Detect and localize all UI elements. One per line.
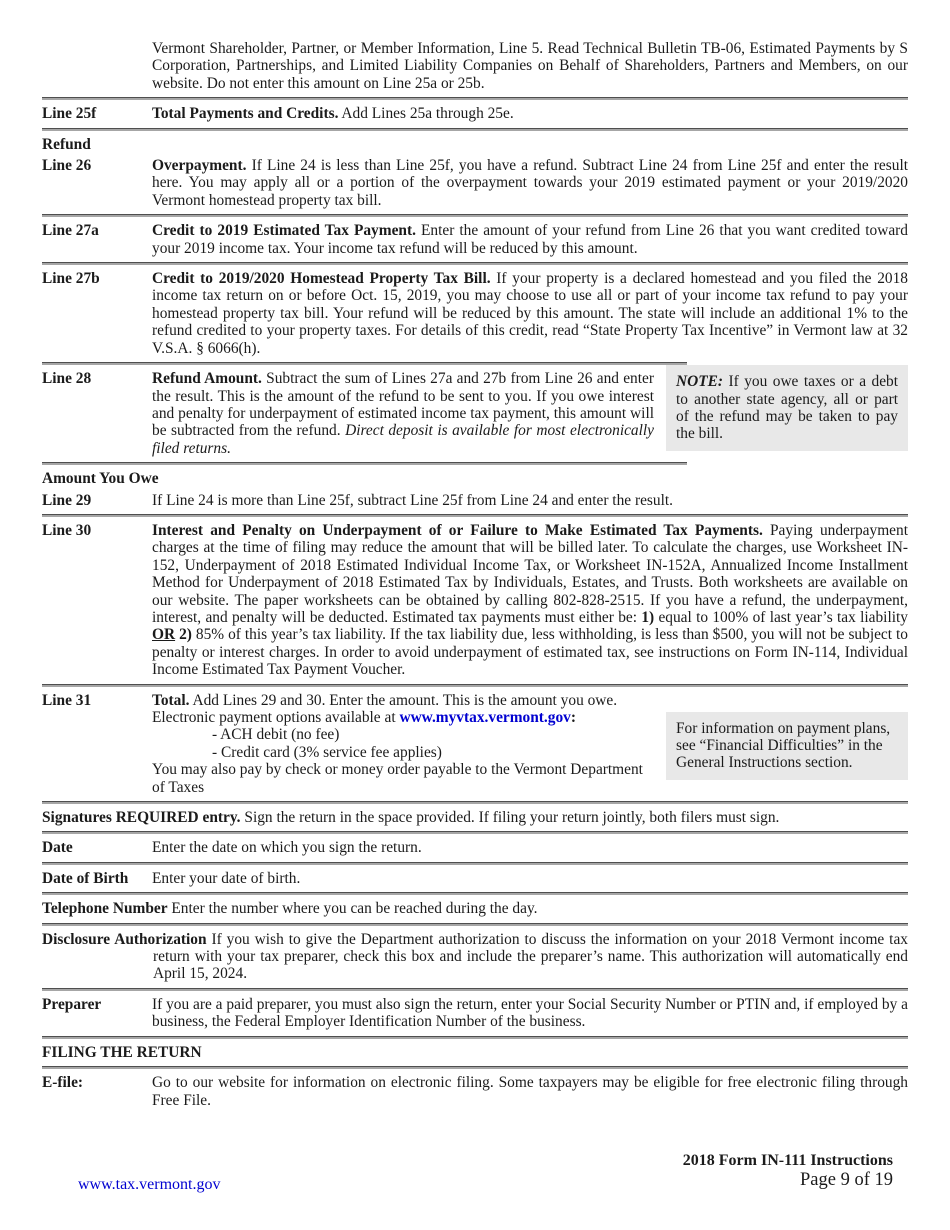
line-31-bullet-credit-card: - Credit card (3% service fee applies) xyxy=(212,743,442,761)
line-31-total-body: Add Lines 29 and 30. Enter the amount. This is the amount you owe. xyxy=(189,691,618,709)
preparer-label: Preparer xyxy=(42,995,102,1013)
line-27b-lead: Credit to 2019/2020 Homestead Property Tax Bill. xyxy=(152,270,491,288)
row-line-25f xyxy=(42,105,908,122)
divider xyxy=(42,923,908,926)
line-30-body-1: Paying underpayment charges at the time of filing may reduce the amount that will be billed later. To calculate the charges, use Worksheet IN-152, Underpayment of 2018 Estimated Individual Income Tax, or Worksheet IN-152A, Annualized Income Installment Method for Underpayment of 2018 Estimated Tax by Individuals, Estates, and Trusts. Both worksheets are available on our website. The paper worksheets can be obtained by calling 802-828-2515. If you have a refund, the underpayment, interest, and penalty will be deducted. Estimated tax payments must either be: xyxy=(152,521,908,626)
section-header-refund: Refund xyxy=(42,135,91,153)
row-line-29 xyxy=(42,492,908,509)
line-25f-lead: Total Payments and Credits. xyxy=(152,105,339,123)
line-31-check-line: You may also pay by check or money order payable to the Vermont Department of Taxes xyxy=(152,761,643,796)
efile-body: Go to our website for information on electronic filing. Some taxpayers may be eligible for free electronic filing through Free File. xyxy=(152,1074,908,1109)
divider xyxy=(42,128,908,131)
row-line-26 xyxy=(42,157,908,209)
line-27a-label: Line 27a xyxy=(42,222,99,240)
row-line-31 xyxy=(42,692,908,796)
section-header-amount-you-owe: Amount You Owe xyxy=(42,470,159,488)
line-30-label: Line 30 xyxy=(42,521,92,539)
row-date xyxy=(42,839,908,856)
line-28-body: Subtract the sum of Lines 27a and 27b from Line 26 and enter the result. This is the amount of the refund to be sent to you. If you owe interest and penalty for underpayment of estimated income tax payment, this amount will be subtracted from the refund. xyxy=(152,370,654,440)
date-of-birth-label: Date of Birth xyxy=(42,869,129,887)
divider xyxy=(42,988,908,991)
row-preparer xyxy=(42,996,908,1031)
line-26-body: If Line 24 is less than Line 25f, you have a refund. Subtract Line 24 from Line 25f and enter the result here. You may apply all or a portion of the overpayment towards your 2019 estimated payment or your 2019/2020 Vermont homestead property tax bill. xyxy=(152,157,908,209)
divider xyxy=(42,892,908,895)
line-26-text xyxy=(152,157,908,209)
line-31-electronic-line xyxy=(152,709,654,726)
line-26-lead: Overpayment. xyxy=(152,157,247,175)
signatures-label: Signatures REQUIRED entry. xyxy=(42,809,241,827)
divider xyxy=(42,214,908,217)
row-line-30 xyxy=(42,522,908,679)
disclosure-authorization-label: Disclosure Authorization xyxy=(42,930,207,948)
line-28-text xyxy=(152,370,654,457)
row-disclosure-authorization xyxy=(42,931,908,983)
line-30-text xyxy=(152,522,908,679)
payment-plans-box: For information on payment plans, see “Financial Difficulties” in the General Instructions section. xyxy=(666,712,908,780)
tax-vermont-gov-link[interactable]: www.tax.vermont.gov xyxy=(78,1176,221,1193)
disclosure-authorization-body: If you wish to give the Department authorization to discuss the information on your 2018 Vermont income tax return with your tax preparer, check this box and include the preparer’s name. This authorization will automatically end April 15, 2024. xyxy=(153,930,908,983)
footer-doc-title: 2018 Form IN-111 Instructions xyxy=(682,1152,893,1169)
telephone-body: Enter the number where you can be reached during the day. xyxy=(167,900,538,918)
line-27b-body: If your property is a declared homestead and you filed the 2018 income tax return on or before Oct. 15, 2019, you may choose to use all or part of your income tax refund to pay your homestead property tax bill. Your refund will be reduced by this amount. The state will include an additional 1% to the refund credited to your property taxes. For details of this credit, read “State Property Tax Incentive” in Vermont law at 32 V.S.A. § 6066(h). xyxy=(152,270,908,357)
date-of-birth-body: Enter your date of birth. xyxy=(152,869,301,887)
line-29-label: Line 29 xyxy=(42,491,92,509)
line-30-lead: Interest and Penalty on Underpayment of or Failure to Make Estimated Tax Payments. xyxy=(152,521,763,539)
intro-row xyxy=(42,40,908,92)
line-25f-label: Line 25f xyxy=(42,105,97,123)
line-27a-text xyxy=(152,222,908,257)
line-28-italic-note: Direct deposit is available for most electronically filed returns. xyxy=(152,422,655,457)
line-27a-body: Enter the amount of your refund from Line 26 that you want credited toward your 2019 income tax. Your income tax refund will be reduced by this amount. xyxy=(152,222,908,257)
efile-label: E-file: xyxy=(42,1074,84,1092)
date-body: Enter the date on which you sign the return. xyxy=(152,839,422,857)
line-31-bullet-ach: - ACH debit (no fee) xyxy=(212,726,340,744)
line-25f-text xyxy=(152,105,908,122)
divider xyxy=(42,97,908,100)
line-27b-label: Line 27b xyxy=(42,270,100,288)
divider xyxy=(42,1066,908,1069)
line-28-lead: Refund Amount. xyxy=(152,370,262,388)
note-box xyxy=(666,365,908,451)
signatures-body: Sign the return in the space provided. If filing your return jointly, both filers must sign. xyxy=(240,809,780,827)
empty-label-column xyxy=(42,40,152,92)
line-28-label: Line 28 xyxy=(42,370,92,388)
line-31-text xyxy=(152,692,654,796)
line-29-body: If Line 24 is more than Line 25f, subtract Line 25f from Line 24 and enter the result. xyxy=(152,491,673,509)
line-31-electronic-prefix: Electronic payment options available at xyxy=(152,709,400,726)
divider xyxy=(42,801,908,804)
divider xyxy=(42,262,908,265)
divider xyxy=(42,831,908,834)
line-31-label: Line 31 xyxy=(42,691,92,709)
myvtax-link[interactable]: www.myvtax.vermont.gov xyxy=(399,709,571,726)
line-30-bold-1: 1) xyxy=(641,608,655,626)
line-30-bold-2: 2) xyxy=(175,626,192,644)
divider xyxy=(42,514,908,517)
row-line-28 xyxy=(42,370,908,457)
line-30-body-3: 85% of this year’s tax liability. If the tax liability due, less withholding, is less than $500, you will not be subject to penalty or interest charges. In order to avoid underpayment of estimated tax, see instructions on Form IN-114, Individual Income Estimated Tax Payment Voucher. xyxy=(152,626,908,679)
note-box-text: If you owe taxes or a debt to another state agency, all or part of the refund may be taken to pay the bill. xyxy=(676,373,898,443)
row-signatures xyxy=(42,809,908,826)
divider-short xyxy=(42,462,687,465)
divider xyxy=(42,862,908,865)
date-label: Date xyxy=(42,839,73,857)
line-25f-body: Add Lines 25a through 25e. xyxy=(338,105,514,123)
line-30-or-word: OR xyxy=(152,626,176,644)
row-date-of-birth xyxy=(42,870,908,887)
line-31-electronic-colon: : xyxy=(570,709,577,726)
divider-short xyxy=(42,362,687,365)
line-30-body-2: equal to 100% of last year’s tax liability xyxy=(654,608,908,626)
row-line-27b xyxy=(42,270,908,357)
row-line-27a xyxy=(42,222,908,257)
telephone-label: Telephone Number xyxy=(42,900,168,918)
row-telephone xyxy=(42,900,908,917)
line-31-lead: Total. xyxy=(152,691,190,709)
row-efile xyxy=(42,1074,908,1109)
note-box-label: NOTE: xyxy=(676,373,724,391)
divider xyxy=(42,684,908,687)
section-header-filing-the-return: FILING THE RETURN xyxy=(42,1043,202,1061)
preparer-body: If you are a paid preparer, you must also sign the return, enter your Social Security Number or PTIN and, if employed by a business, the Federal Employer Identification Number of the business. xyxy=(152,995,908,1031)
line-31-total-line xyxy=(152,692,654,709)
line-27b-text xyxy=(152,270,908,357)
divider xyxy=(42,1036,908,1039)
line-26-label: Line 26 xyxy=(42,157,92,175)
line-27a-lead: Credit to 2019 Estimated Tax Payment. xyxy=(152,222,416,240)
footer-page-number: Page 9 of 19 xyxy=(800,1170,893,1190)
intro-paragraph: Vermont Shareholder, Partner, or Member Information, Line 5. Read Technical Bulletin TB-06, Estimated Payments by S Corporation, Partnerships, and Limited Liability Companies on Behalf of Shareholders, Partners and Members, on our website. Do not enter this amount on Line 25a or 25b. xyxy=(152,40,908,92)
